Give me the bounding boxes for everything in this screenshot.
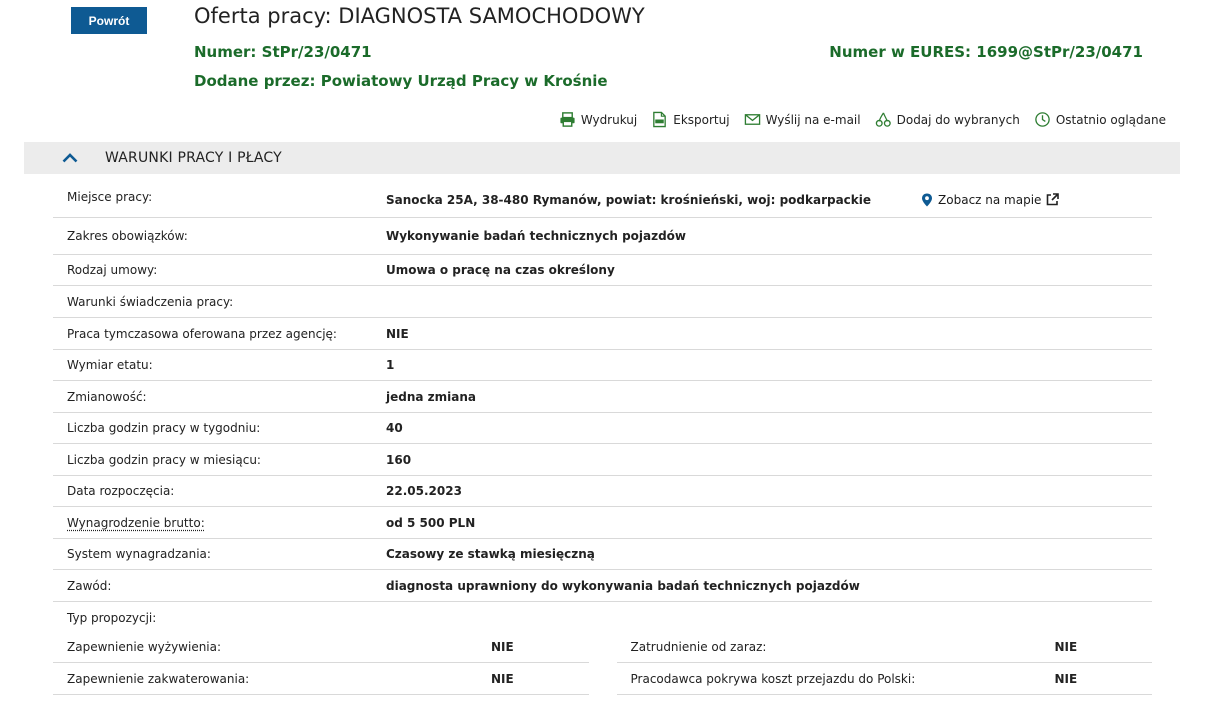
recently-viewed-action[interactable] (1034, 111, 1166, 128)
row-label: Praca tymczasowa oferowana przez agencję: (67, 326, 337, 341)
page-title: Oferta pracy: DIAGNOSTA SAMOCHODOWY (194, 4, 645, 28)
row-label: System wynagradzania: (67, 547, 211, 561)
cherries-icon (875, 111, 892, 128)
section-header-working-conditions[interactable] (24, 142, 1180, 174)
eures-number-value: 1699@StPr/23/0471 (976, 43, 1143, 61)
conditions-list (53, 182, 1152, 633)
row-label: Zapewnienie wyżywienia: (67, 640, 222, 654)
row-value: jedna zmiana (386, 389, 476, 404)
row-value: NIE (491, 671, 514, 686)
row-start-date (53, 476, 1152, 507)
recently-viewed-label: Ostatnio oglądane (1055, 112, 1166, 127)
row-value: Sanocka 25A, 38-480 Rymanów, powiat: krośnieński, woj: podkarpackie (386, 192, 872, 207)
export-action[interactable] (651, 111, 729, 128)
add-to-favorites-action[interactable] (875, 111, 1020, 128)
offer-number (194, 43, 372, 61)
eures-number (829, 43, 1143, 61)
row-value: 160 (386, 452, 412, 467)
row-value: NIE (1054, 671, 1078, 686)
row-label: Zawód: (67, 578, 112, 593)
row-label: Liczba godzin pracy w tygodniu: (67, 421, 261, 435)
salary-term-tooltip[interactable]: Wynagrodzenie brutto: (67, 515, 205, 530)
proposal-type-details (53, 632, 1152, 695)
add-to-favorites-label: Dodaj do wybranych (896, 112, 1020, 127)
added-by (194, 72, 608, 90)
row-value: Czasowy ze stawką miesięczną (386, 547, 595, 561)
row-label: Typ propozycji: (67, 610, 157, 625)
print-label: Wydrukuj (580, 112, 638, 127)
row-value: NIE (386, 326, 409, 341)
email-label: Wyślij na e-mail (765, 112, 861, 127)
row-proposal-type (53, 602, 1152, 633)
row-workplace (53, 182, 1152, 218)
offer-number-value: StPr/23/0471 (261, 43, 372, 61)
row-value: Wykonywanie badań technicznych pojazdów (386, 229, 687, 243)
row-temporary-work (53, 318, 1152, 350)
row-accommodation (53, 663, 589, 695)
map-pin-icon (921, 193, 933, 207)
eures-number-label: Numer w EURES: (829, 43, 972, 61)
clock-icon (1034, 111, 1051, 128)
row-contract-type (53, 255, 1152, 286)
map-link-label: Zobacz na mapie (938, 192, 1042, 207)
row-label (53, 516, 386, 530)
export-pdf-icon (651, 111, 668, 128)
external-link-icon (1046, 193, 1059, 206)
row-label: Warunki świadczenia pracy: (67, 294, 234, 309)
row-label: Pracodawca pokrywa koszt przejazdu do Polski: (630, 671, 916, 686)
action-toolbar (559, 111, 1166, 128)
row-salary-system (53, 539, 1152, 570)
row-travel-cost (617, 663, 1153, 695)
show-on-map-link[interactable] (921, 193, 1059, 207)
offer-number-label: Numer: (194, 43, 257, 61)
row-label: Data rozpoczęcia: (67, 484, 175, 498)
row-value: NIE (491, 640, 514, 654)
added-by-value[interactable]: Powiatowy Urząd Pracy w Krośnie (320, 72, 608, 90)
row-meals (53, 632, 589, 663)
export-label: Eksportuj (673, 112, 730, 127)
row-label: Rodzaj umowy: (67, 263, 158, 277)
row-salary (53, 507, 1152, 539)
row-weekly-hours (53, 413, 1152, 444)
row-monthly-hours (53, 444, 1152, 476)
row-value: 22.05.2023 (386, 484, 462, 498)
proposal-left-column (53, 632, 589, 695)
print-action[interactable] (559, 111, 637, 128)
row-label: Zapewnienie zakwaterowania: (67, 671, 250, 686)
row-immediate-hire (617, 632, 1153, 663)
added-by-label: Dodane przez: (194, 72, 316, 90)
row-label: Zakres obowiązków: (67, 229, 188, 243)
row-label: Zmianowość: (67, 389, 147, 404)
row-label: Wymiar etatu: (67, 358, 153, 372)
row-work-conditions (53, 286, 1152, 318)
row-shifts (53, 381, 1152, 413)
row-label: Liczba godzin pracy w miesiącu: (67, 452, 261, 467)
row-value: 1 (386, 358, 395, 372)
row-value: 40 (386, 421, 403, 435)
row-value: NIE (1054, 640, 1078, 654)
row-working-time (53, 350, 1152, 381)
row-value: diagnosta uprawniony do wykonywania badań technicznych pojazdów (386, 578, 860, 593)
row-occupation (53, 570, 1152, 602)
row-label: Miejsce pracy: (67, 189, 153, 204)
section-title: WARUNKI PRACY I PŁACY (105, 150, 282, 166)
proposal-right-column (617, 632, 1153, 695)
row-duties (53, 218, 1152, 255)
email-action[interactable] (744, 111, 861, 128)
row-value: Umowa o pracę na czas określony (386, 263, 615, 277)
row-value: od 5 500 PLN (386, 515, 476, 530)
chevron-up-icon (62, 153, 78, 163)
back-button[interactable]: Powrót (71, 7, 147, 34)
printer-icon (559, 111, 576, 128)
row-label: Zatrudnienie od zaraz: (630, 640, 767, 654)
mail-icon (744, 111, 761, 128)
